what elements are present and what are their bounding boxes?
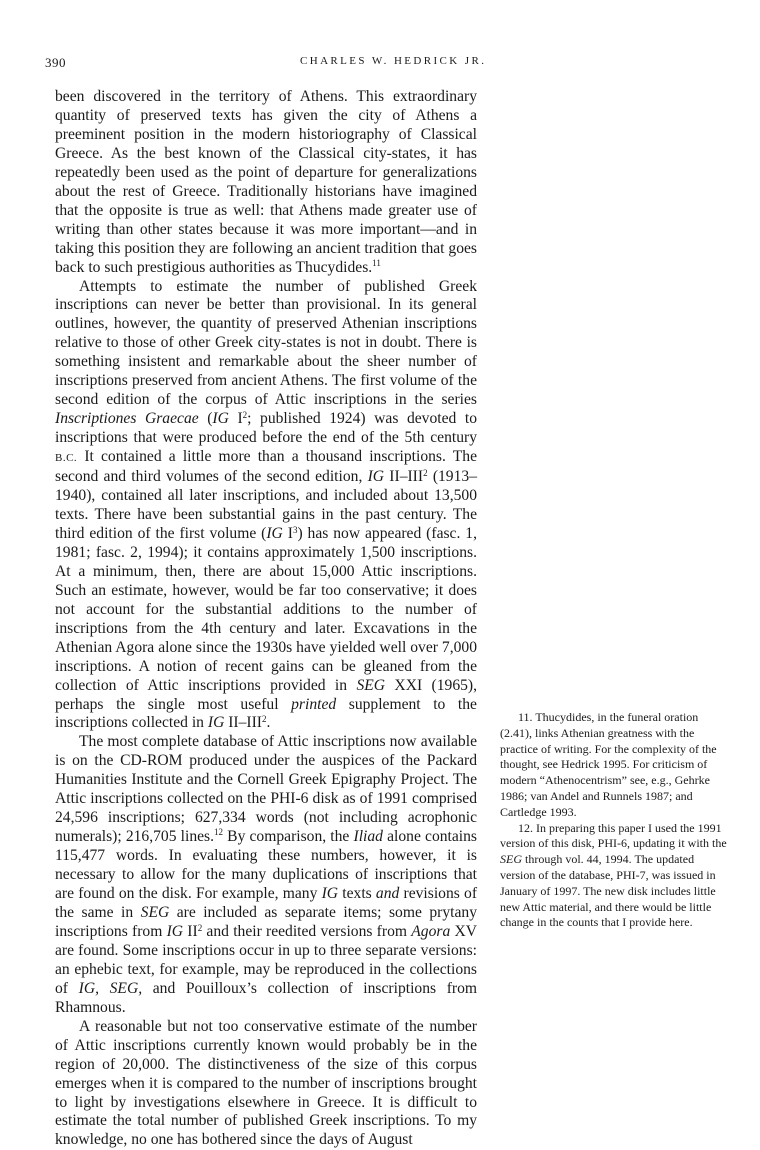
running-head: CHARLES W. HEDRICK JR. [300, 55, 487, 67]
paragraph-4: A reasonable but not too conservative estimate of the number of Attic inscriptions currently known would probably be in the region of 20,000. The distinctiveness of the size of this corpus emerges when it is compared to the number of inscriptions brought to light by investigations elsewhere in Greece. It is difficult to estimate the total number of published Greek inscriptions. To my knowledge, no one has bothered since the days of August [55, 1017, 477, 1149]
main-text-column [55, 88, 477, 1150]
footnote-ref-12[interactable]: 12 [214, 827, 224, 838]
footnote-ref-11[interactable]: 11 [372, 257, 381, 268]
page-number: 390 [45, 55, 66, 70]
footnotes-column [500, 710, 732, 931]
footnote-11: 11. Thucydides, in the funeral oration (2.41), links Athenian greatness with the practice of writing. For the complexity of the thought, see Hedrick 1995. For criticism of modern “Athenocentrism” see, e.g., Gehrke 1986; van Andel and Runnels 1987; and Cartledge 1993. [500, 710, 717, 819]
footnote-12: 12. In preparing this paper I used the 1991 version of this disk, PHI-6, updating it with the SEG through vol. 44, 1994. The updated version of the database, PHI-7, was issued in January of 1997. The new disk includes little new Attic material, and there would be little change in the counts that I provide here. [500, 820, 727, 930]
paragraph-1: been discovered in the territory of Athens. This extraordinary quantity of preserved texts has given the city of Athens a preeminent position in the modern historiography of Classical Greece. As the best known of the Classical city-states, it has repeatedly been used as the point of departure for generalizations about the rest of Greece. Traditionally historians have imagined that the opposite is true as well: that Athens made greater use of writing than other states because it was more important—and in taking this position they are following an ancient tradition that goes back to such prestigious authorities as Thucydides.$^{11}$ [55, 88, 477, 276]
paragraph-3: The most complete database of Attic inscriptions now available is on the CD-ROM produced under the auspices of the Packard Humanities Institute and the Cornell Greek Epigraphy Project. The Attic inscriptions collected on the PHI-6 disk as of 1991 comprised 24,596 inscriptions; 627,334 words (not including acrophonic numerals); 216,705 lines.$^{12}$ By comparison, the Iliad alone contains 115,477 words. In evaluating these numbers, however, it is necessary to allow for the many duplications of inscriptions that are found on the disk. For example, many IG texts and revisions of the same in SEG are included as separate items; some prytany inscriptions from IG $II^2$ and their reedited versions from Agora XV are found. Some inscriptions occur in up to three separate versions: an ephebic text, for example, may be reproduced in the collections of IG, SEG, and Pouilloux’s collection of inscriptions from Rhamnous. [55, 733, 478, 1016]
paragraph-2: Attempts to estimate the number of published Greek inscriptions can never be better than provisional. In its general outlines, however, the quantity of preserved Athenian inscriptions relative to those of other Greek city-states is not in doubt. There is something insistent and remarkable about the sheer number of inscriptions preserved from ancient Athens. The first volume of the second edition of the corpus of Attic inscriptions in the series Inscriptiones Graecae (IG $I^2$; published 1924) was devoted to inscriptions that were produced before the end of the 5th century B.C. It contained a little more than a thousand inscriptions. The second and third volumes of the second edition, IG II–III$^2$ (1913–1940), contained all later inscriptions, and included about 13,500 texts. There have been substantial gains in the past century. The third edition of the first volume (IG $I^3$) has now appeared (fasc. 1, 1981; fasc. 2, 1994); it contains approximately 1,500 inscriptions. At a minimum, then, there are about 15,000 Attic inscriptions. Such an estimate, however, would be far too conservative; it does not account for the substantial additions to the number of inscriptions from the 4th century and later. Excavations in the Athenian Agora alone since the 1930s have yielded well over 7,000 inscriptions. A notion of recent gains can be gleaned from the collection of Attic inscriptions provided in SEG XXI (1965), perhaps the single most useful printed supplement to the inscriptions collected in IG II–III$^2$. [55, 277, 478, 732]
